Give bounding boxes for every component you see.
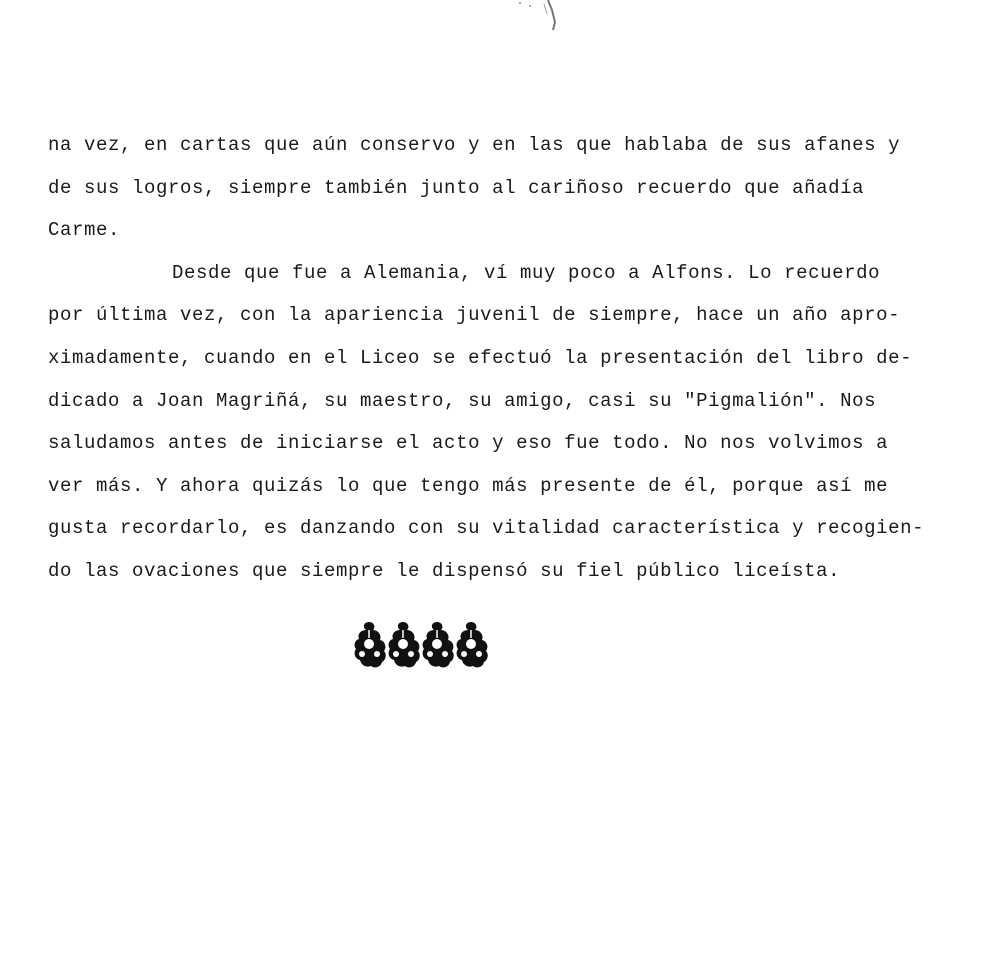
- ornament-divider: [352, 618, 488, 672]
- text-line: ximadamente, cuando en el Liceo se efectuó la presentación del libro de-: [48, 346, 913, 369]
- body-text: [48, 124, 978, 593]
- text-line: gusta recordarlo, es danzando con su vitalidad característica y recogien-: [48, 517, 925, 540]
- text-line: saludamos antes de iniciarse el acto y eso fue todo. No nos volvimos a: [48, 432, 889, 455]
- text-line: na vez, en cartas que aún conservo y en las que hablaba de sus afanes y: [48, 134, 901, 156]
- paragraph-start-line: Desde que fue a Alemania, ví muy poco a Alfons. Lo recuerdo: [172, 261, 881, 284]
- paper-mark: [508, 0, 568, 36]
- text-line: dicado a Joan Magriñá, su maestro, su amigo, casi su "Pigmalión". Nos: [48, 389, 877, 412]
- text-line: do las ovaciones que siempre le dispensó su fiel público liceísta.: [48, 559, 841, 582]
- text-line: de sus logros, siempre también junto al cariñoso recuerdo que añadía: [48, 176, 865, 199]
- text-line: por última vez, con la apariencia juvenil de siempre, hace un año apro-: [48, 304, 901, 327]
- text-line: Carme.: [48, 219, 121, 242]
- text-line: ver más. Y ahora quizás lo que tengo más presente de él, porque así me: [48, 474, 889, 497]
